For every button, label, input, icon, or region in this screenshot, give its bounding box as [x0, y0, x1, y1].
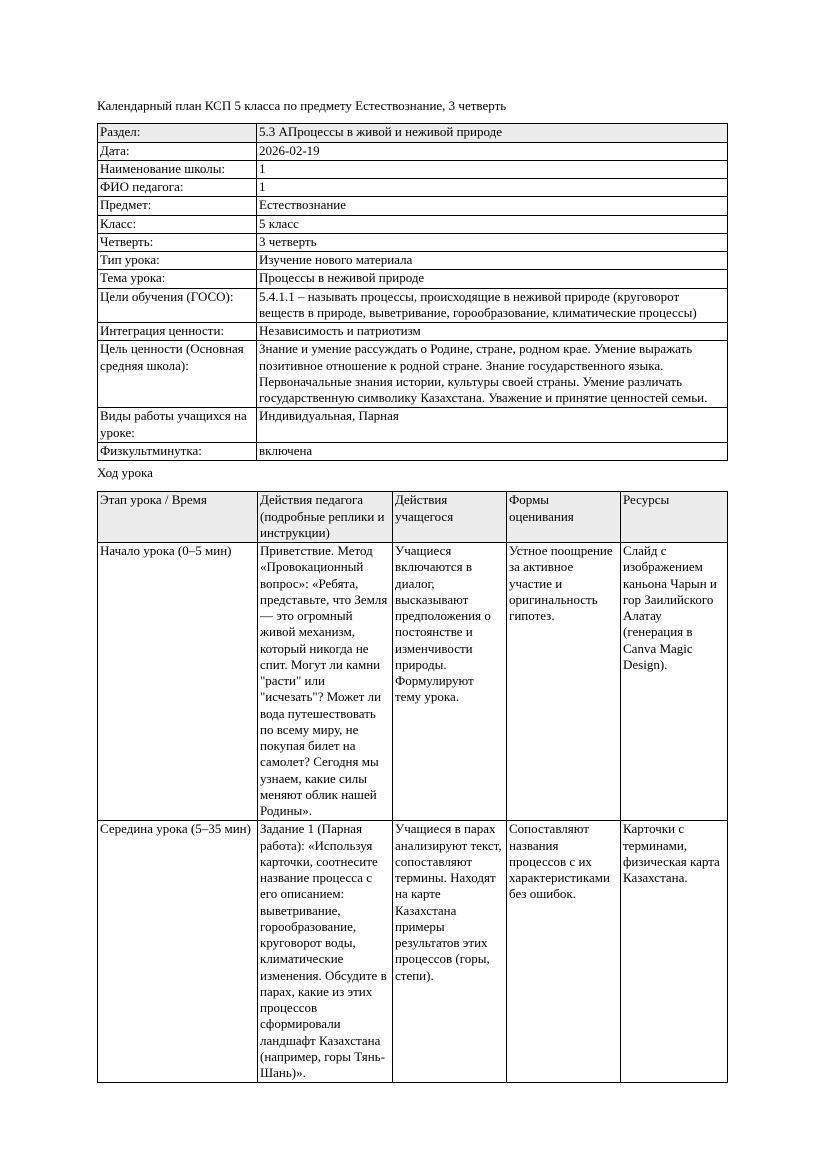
info-value-cell: 3 четверть: [257, 233, 728, 251]
info-label-cell: Класс:: [98, 215, 257, 233]
info-label-cell: Цель ценности (Основная средняя школа):: [98, 341, 257, 408]
info-value-cell: Независимость и патриотизм: [257, 323, 728, 341]
info-value-cell: Знание и умение рассуждать о Родине, стране, родном крае. Умение выражать позитивное отношение к родной стране. Знание государственного языка. Первоначальные знания истории, культуры своей страны. Умение различать государственную символику Казахстана. Уважение и принятие ценностей семьи.: [257, 341, 728, 408]
info-value-cell: Процессы в неживой природе: [257, 270, 728, 288]
info-value-cell: включена: [257, 442, 728, 460]
info-value-cell: 2026-02-19: [257, 142, 728, 160]
info-value-cell: Индивидуальная, Парная: [257, 408, 728, 443]
info-row-work-types: [98, 408, 728, 443]
student-actions-cell: Учащиеся включаются в диалог, высказывают предположения о постоянстве и изменчивости природы. Формулируют тему урока.: [393, 543, 507, 821]
info-row-values-goal: [98, 341, 728, 408]
assessment-cell: Сопоставляют названия процессов с их характеристиками без ошибок.: [507, 821, 621, 1083]
info-value-cell: 5 класс: [257, 215, 728, 233]
info-value-cell: Естествознание: [257, 197, 728, 215]
lesson-row-middle: [98, 821, 728, 1083]
info-label-cell: Предмет:: [98, 197, 257, 215]
assessment-cell: Устное поощрение за активное участие и оригинальность гипотез.: [507, 543, 621, 821]
lesson-plan-document: [97, 98, 727, 1083]
resources-cell: Слайд с изображением каньона Чарын и гор Заилийского Алатау (генерация в Canva Magic Design).: [621, 543, 728, 821]
header-cell-student-actions: Действия учащегося: [393, 492, 507, 543]
lesson-table-header-row: [98, 492, 728, 543]
info-value-cell: 1: [257, 160, 728, 178]
header-cell-resources: Ресурсы: [621, 492, 728, 543]
info-row-teacher: [98, 179, 728, 197]
info-label-cell: Раздел:: [98, 124, 257, 142]
info-label-cell: Цели обучения (ГОСО):: [98, 288, 257, 323]
info-row-values-integration: [98, 323, 728, 341]
info-label-cell: Физкультминутка:: [98, 442, 257, 460]
info-row-school: [98, 160, 728, 178]
info-row-date: [98, 142, 728, 160]
info-label-cell: ФИО педагога:: [98, 179, 257, 197]
document-title: Календарный план КСП 5 класса по предмету Естествознание, 3 четверть: [97, 98, 507, 113]
info-label-cell: Наименование школы:: [98, 160, 257, 178]
info-row-lesson-type: [98, 252, 728, 270]
info-value-cell: Изучение нового материала: [257, 252, 728, 270]
lesson-flow-table: [97, 491, 728, 1083]
teacher-actions-cell: Задание 1 (Парная работа): «Используя карточки, соотнесите название процесса с его описанием: выветривание, горообразование, круговорот воды, климатические изменения. Обсудите в парах, какие из этих процессов сформировали ландшафт Казахстана (например, горы Тянь-Шань)».: [258, 821, 393, 1083]
info-label-cell: Виды работы учащихся на уроке:: [98, 408, 257, 443]
teacher-actions-cell: Приветствие. Метод «Провокационный вопрос»: «Ребята, представьте, что Земля — это огромный живой механизм, который никогда не спит. Могут ли камни "расти" или "исчезать"? Может ли вода путешествовать по всему миру, не покупая билет на самолет? Сегодня мы узнаем, какие силы меняют облик нашей Родины».: [258, 543, 393, 821]
info-row-razdel: [98, 124, 728, 142]
student-actions-cell: Учащиеся в парах анализируют текст, сопоставляют термины. Находят на карте Казахстана примеры результатов этих процессов (горы, степи).: [393, 821, 507, 1083]
info-value-cell: 5.3 АПроцессы в живой и неживой природе: [257, 124, 728, 142]
section-heading-lesson-flow: Ход урока: [97, 465, 153, 480]
info-label-cell: Интеграция ценности:: [98, 323, 257, 341]
info-label-cell: Дата:: [98, 142, 257, 160]
info-value-cell: 5.4.1.1 – называть процессы, происходящие в неживой природе (круговорот веществ в природе, выветривание, горообразование, климатические процессы): [257, 288, 728, 323]
info-label-cell: Тема урока:: [98, 270, 257, 288]
info-row-subject: [98, 197, 728, 215]
info-row-goals: [98, 288, 728, 323]
lesson-info-table: [97, 123, 728, 461]
lesson-row-start: [98, 543, 728, 821]
info-label-cell: Четверть:: [98, 233, 257, 251]
stage-cell: Начало урока (0–5 мин): [98, 543, 258, 821]
header-cell-teacher-actions: Действия педагога (подробные реплики и инструкции): [258, 492, 393, 543]
info-row-lesson-topic: [98, 270, 728, 288]
info-row-quarter: [98, 233, 728, 251]
info-row-class: [98, 215, 728, 233]
header-cell-stage: Этап урока / Время: [98, 492, 258, 543]
info-label-cell: Тип урока:: [98, 252, 257, 270]
info-value-cell: 1: [257, 179, 728, 197]
info-row-physical-minute: [98, 442, 728, 460]
stage-cell: Середина урока (5–35 мин): [98, 821, 258, 1083]
header-cell-assessment: Формы оценивания: [507, 492, 621, 543]
resources-cell: Карточки с терминами, физическая карта Казахстана.: [621, 821, 728, 1083]
